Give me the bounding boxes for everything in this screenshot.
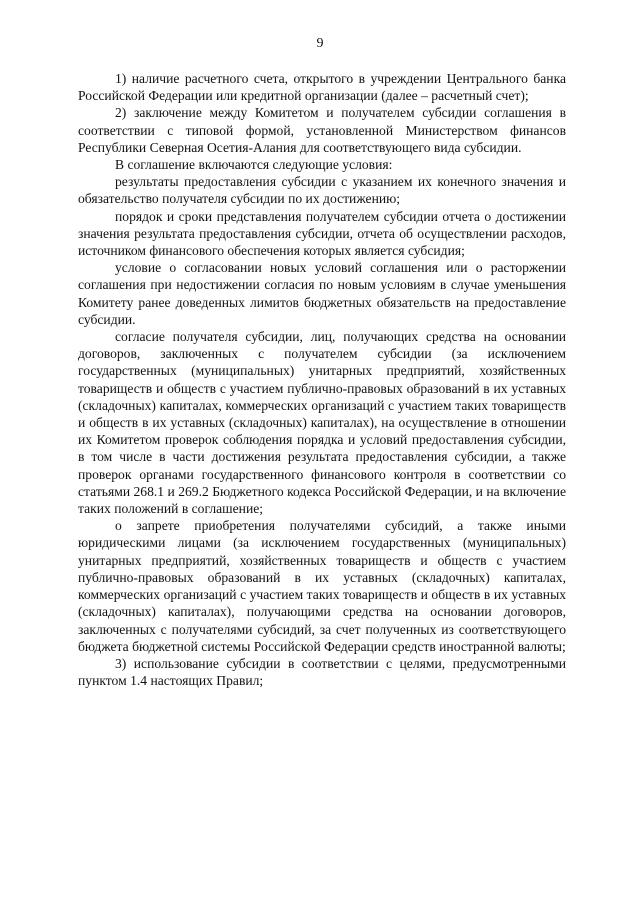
document-body [78, 70, 566, 689]
paragraph-item-1-settlement-account: 1) наличие расчетного счета, открытого в учреждении Центрального банка Российской Федерации или кредитной организации (далее – расчетный счет); [78, 71, 566, 104]
paragraph-consent-to-audit: согласие получателя субсидии, лиц, получающих средства на основании договоров, заключенных с получателем субсидии (за исключением государственных (муниципальных) унитарных предприятий, хозяйственных товариществ и обществ с участием публично-правовых образований в их уставных (складочных) капиталах, коммерческих организаций с участием таких товариществ и обществ в их уставных (складочных) капиталах), на осуществление в отношении их Комитетом проверок соблюдения порядка и условий предоставления субсидии, в том числе в части достижения результата предоставления субсидии, а также проверок органами государственного финансового контроля в соответствии со статьями 268.1 и 269.2 Бюджетного кодекса Российской Федерации, и на включение таких положений в соглашение; [78, 329, 566, 517]
paragraph-new-conditions-clause: условие о согласовании новых условий соглашения или о расторжении соглашения при недостижении согласия по новым условиям в случае уменьшения Комитету ранее доведенных лимитов бюджетных обязательств на предоставление субсидии. [78, 260, 566, 327]
paragraph-item-3-use-of-subsidy: 3) использование субсидии в соответствии с целями, предусмотренными пунктом 1.4 настоящих Правил; [78, 655, 566, 689]
paragraph-results-condition: результаты предоставления субсидии с указанием их конечного значения и обязательство получателя субсидии по их достижению; [78, 174, 566, 207]
paragraph-item-2-agreement: 2) заключение между Комитетом и получателем субсидии соглашения в соответствии с типовой формой, установленной Министерством финансов Республики Северная Осетия-Алания для соответствующего вида субсидии. [78, 105, 566, 155]
paragraph-agreement-conditions-intro: В соглашение включаются следующие условия: [115, 157, 393, 173]
paragraph-reporting-condition: порядок и сроки представления получателем субсидии отчета о достижении значения результата предоставления субсидии, отчета об осуществлении расходов, источником финансового обеспечения которых является субсидия; [78, 208, 566, 259]
paragraph-foreign-currency-ban: о запрете приобретения получателями субсидий, а также иными юридическими лицами (за исключением государственных (муниципальных) унитарных предприятий, хозяйственных товариществ и обществ с участием публично-правовых образований в их уставных (складочных) капиталах, коммерческих организаций с участием таких товариществ и обществ в их уставных (складочных) капиталах), получающими средства на основании договоров, заключенных с получателями субсидий, за счет полученных из соответствующего бюджета бюджетной системы Российской Федерации средств иностранной валюты; [78, 518, 566, 654]
page-number: 9 [316, 36, 324, 51]
